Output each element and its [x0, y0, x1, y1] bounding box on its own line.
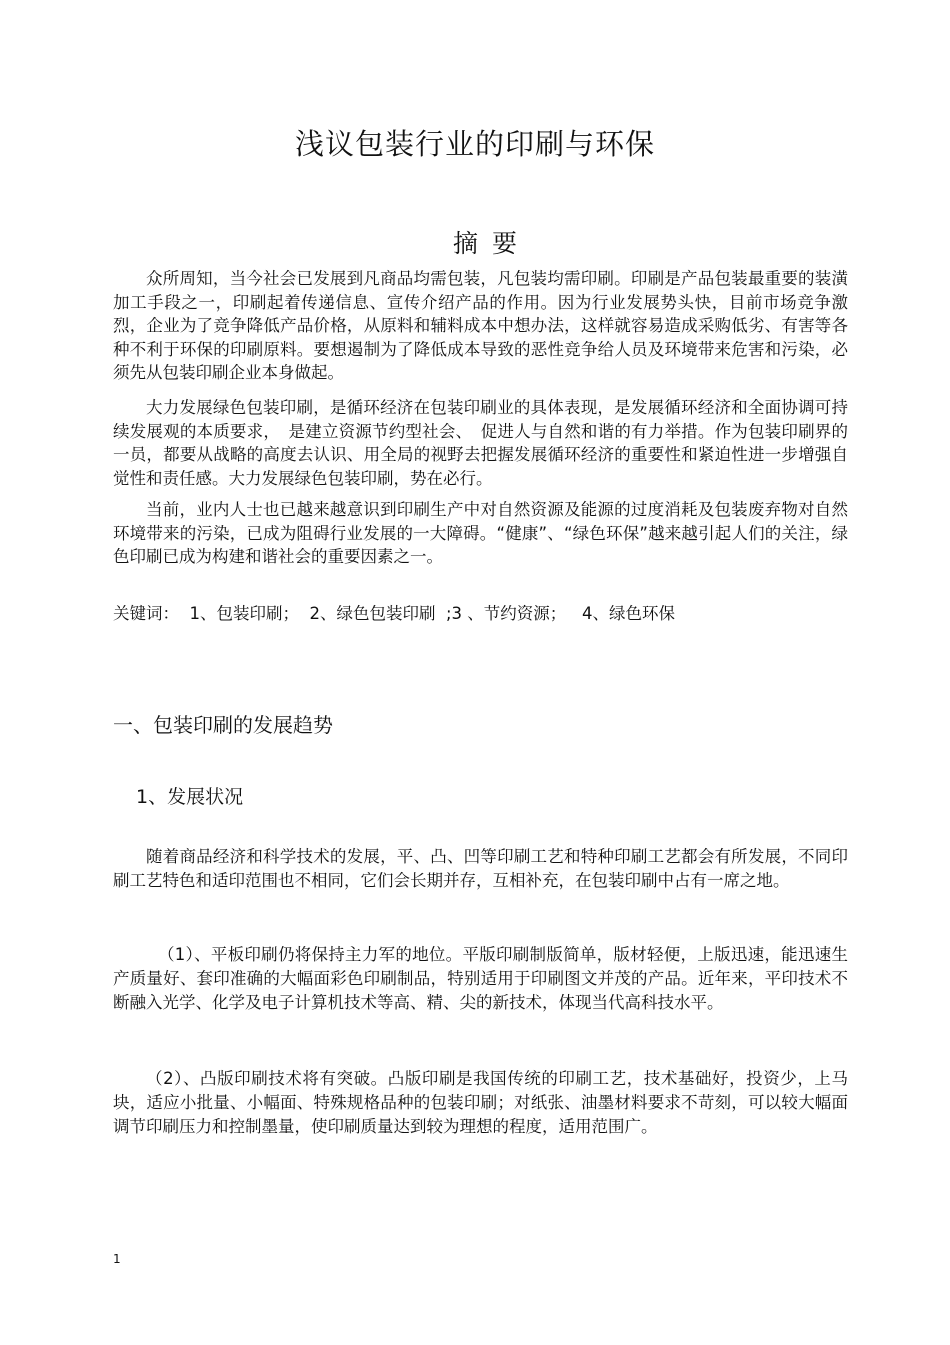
abstract-paragraph: 当前，业内人士也已越来越意识到印刷生产中对自然资源及能源的过度消耗及包装废弃物对自然环境带来的污染，已成为阻碍行业发展的一大障碍。“健康”、“绿色环保”越来越引起人们的关注，绿色印刷已成为构建和谐社会的重要因素之一。: [113, 500, 848, 566]
keywords-line: 关键词： 1、包装印刷； 2、绿色包装印刷 ;3 、节约资源； 4、绿色环保: [113, 604, 675, 623]
sub-heading: 1、发展状况: [136, 786, 244, 808]
section-heading: 一、包装印刷的发展趋势: [113, 713, 333, 737]
page-number: 1: [113, 1252, 121, 1266]
abstract-heading-char-2: 要: [492, 229, 518, 258]
body-paragraph: （2）、凸版印刷技术将有突破。凸版印刷是我国传统的印刷工艺，技术基础好，投资少，上马块，适应小批量、小幅面、特殊规格品种的包装印刷；对纸张、油墨材料要求不苛刻，可以较大幅面调节印刷压力和控制墨量，使印刷质量达到较为理想的程度，适用范围广。: [113, 1069, 848, 1136]
abstract-paragraph: 大力发展绿色包装印刷，是循环经济在包装印刷业的具体表现，是发展循环经济和全面协调可持续发展观的本质要求， 是建立资源节约型社会、 促进人与自然和谐的有力举措。作为包装印刷界的一员，都要从战略的高度去认识、用全局的视野去把握发展循环经济的重要性和紧迫性进一步增强自觉性和责任感。大力发展绿色包装印刷，势在必行。: [113, 398, 848, 488]
abstract-heading: [0, 224, 950, 260]
abstract-heading-char-1: 摘: [452, 229, 478, 258]
document-title: 浅议包装行业的印刷与环保: [294, 127, 655, 161]
body-paragraph: 随着商品经济和科学技术的发展，平、凸、凹等印刷工艺和特种印刷工艺都会有所发展，不同印刷工艺特色和适印范围也不相同，它们会长期并存，互相补充，在包装印刷中占有一席之地。: [113, 847, 848, 890]
abstract-paragraph: 众所周知，当今社会已发展到凡商品均需包装，凡包装均需印刷。印刷是产品包装最重要的装潢加工手段之一，印刷起着传递信息、宣传介绍产品的作用。因为行业发展势头快，目前市场竞争激烈，企业为了竞争降低产品价格，从原料和辅料成本中想办法，这样就容易造成采购低劣、有害等各种不利于环保的印刷原料。要想遏制为了降低成本导致的恶性竞争给人员及环境带来危害和污染，必须先从包装印刷企业本身做起。: [113, 269, 848, 382]
body-paragraph: （1）、平板印刷仍将保持主力军的地位。平版印刷制版简单，版材轻便，上版迅速，能迅速生产质量好、套印准确的大幅面彩色印刷制品，特别适用于印刷图文并茂的产品。近年来，平印技术不断融入光学、化学及电子计算机技术等高、精、尖的新技术，体现当代高科技水平。: [113, 945, 848, 1012]
